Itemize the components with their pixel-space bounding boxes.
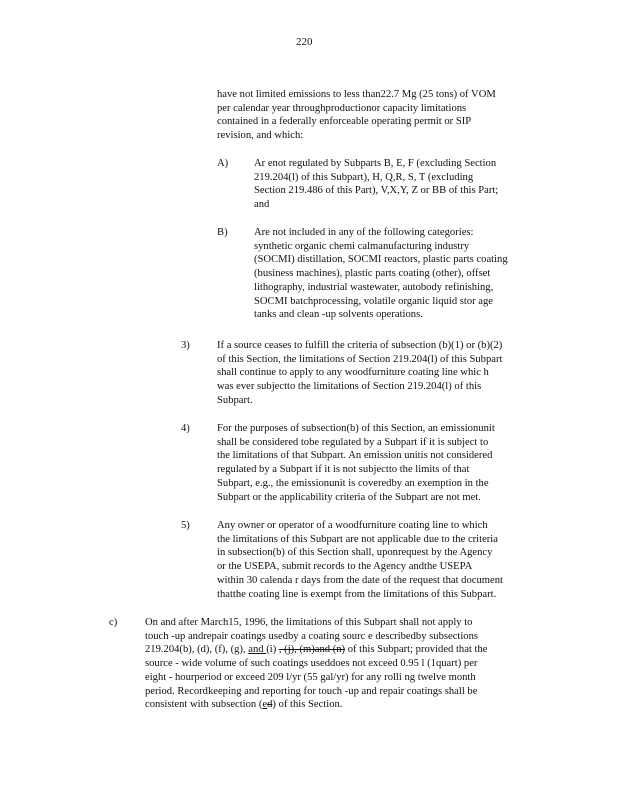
deleted-text: , (j), (m)and (n): [278, 644, 346, 656]
text-line: regulated by a Subpart if it is not subjectto the limits of that: [217, 464, 470, 476]
text-line: Subpart or the applicability criteria of the Subpart are not met.: [217, 491, 481, 503]
text-line: (SOCMI) distillation, SOCMI reactors, plastic parts coating: [254, 254, 508, 266]
item-c-paragraph: [145, 616, 535, 712]
text-line: Section 219.486 of this Part), V,X,Y, Z or BB of this Part;: [254, 185, 499, 197]
text-line: synthetic organic chemi calmanufacturing industry: [254, 240, 470, 252]
item-4-marker: 4): [181, 423, 190, 434]
text-line: Any owner or operator of a woodfurniture coating line to which: [217, 520, 488, 531]
text-line: thatthe coating line is exempt from the limitations of this Subpart.: [217, 588, 497, 600]
text-line: contained in a federally enforceable operating permit or SIP: [217, 116, 472, 128]
item-a-marker: A): [217, 158, 229, 169]
text-line: shall be considered tobe regulated by a Subpart if it is subject to: [217, 436, 489, 448]
text-line-with-amendments: [145, 698, 535, 712]
item-5-paragraph: [217, 519, 535, 601]
text-line: (business machines), plastic parts coating (other), offset: [254, 268, 491, 280]
inserted-text: e: [262, 699, 268, 711]
text-line: Ar enot regulated by Subparts B, E, F (excluding Section: [254, 158, 497, 169]
text-line: For the purposes of subsection(b) of this Section, an emissionunit: [217, 423, 495, 434]
text-segment: of this Subpart; provided that the: [345, 644, 488, 656]
item-b-paragraph: [254, 226, 536, 322]
text-segment: 219.204(b), (d), (f), (g),: [145, 644, 249, 656]
text-line: On and after March15, 1996, the limitations of this Subpart shall not apply to: [145, 617, 473, 628]
text-line: and: [254, 199, 270, 211]
text-line: in subsection(b) of this Section shall, uponrequest by the Agency: [217, 547, 493, 559]
text-line: SOCMI batchprocessing, volatile organic liquid stor age: [254, 295, 494, 307]
item-3-marker: 3): [181, 340, 190, 351]
text-line: shall continue to apply to any woodfurniture coating line whic h: [217, 367, 489, 379]
item-4-paragraph: [217, 422, 535, 504]
item-c-marker: c): [109, 617, 118, 628]
text-line: If a source ceases to fulfill the criteria of subsection (b)(1) or (b)(2): [217, 340, 503, 351]
intro-paragraph: [217, 88, 533, 143]
text-line: eight - hourperiod or exceed 209 l/yr (55 gal/yr) for any rolli ng twelve month: [145, 671, 476, 683]
page-number: 220: [296, 36, 313, 48]
text-line: 219.204(l) of this Subpart), H, Q,R, S, T (excluding: [254, 171, 474, 183]
text-line: Subpart.: [217, 394, 253, 406]
text-line: the limitations of this Subpart are not applicable due to the criteria: [217, 533, 498, 545]
text-segment: consistent with subsection (: [145, 699, 263, 711]
text-line: per calendar year throughproductionor capacity limitations: [217, 102, 467, 114]
text-line: or the USEPA, submit records to the Agency andthe USEPA: [217, 561, 473, 573]
text-line: touch -up andrepair coatings usedby a coating sourc e describedby subsections: [145, 630, 479, 642]
text-line: source - wide volume of such coatings useddoes not exceed 0.95 l (1quart) per: [145, 658, 478, 670]
text-line: revision, and which:: [217, 130, 304, 142]
text-line: Subpart, e.g., the emissionunit is coveredby an exemption in the: [217, 477, 489, 489]
text-segment: (i): [266, 644, 279, 656]
text-segment: ) of this Section.: [272, 699, 343, 711]
text-line: the limitations of that Subpart. An emission unitis not considered: [217, 450, 493, 462]
item-3-paragraph: [217, 339, 535, 408]
text-line-with-amendments: [145, 643, 535, 657]
text-line: tanks and clean -up solvents operations.: [254, 309, 423, 321]
text-line: was ever subjectto the limitations of Section 219.204(l) of this: [217, 381, 482, 393]
text-line: lithography, industrial wastewater, autobody refinishing,: [254, 281, 494, 293]
text-line: have not limited emissions to less than22.7 Mg (25 tons) of VOM: [217, 89, 496, 100]
deleted-text: d: [267, 699, 273, 711]
text-line: of this Section, the limitations of Section 219.204(l) of this Subpart: [217, 353, 503, 365]
item-a-paragraph: [254, 157, 536, 212]
item-5-marker: 5): [181, 520, 190, 531]
text-line: period. Recordkeeping and reporting for touch -up and repair coatings shall be: [145, 685, 478, 697]
item-b-marker: B): [217, 227, 228, 238]
text-line: within 30 calenda r days from the date of the request that document: [217, 574, 503, 586]
text-line: Are not included in any of the following categories:: [254, 227, 474, 238]
inserted-text: and: [248, 644, 267, 656]
